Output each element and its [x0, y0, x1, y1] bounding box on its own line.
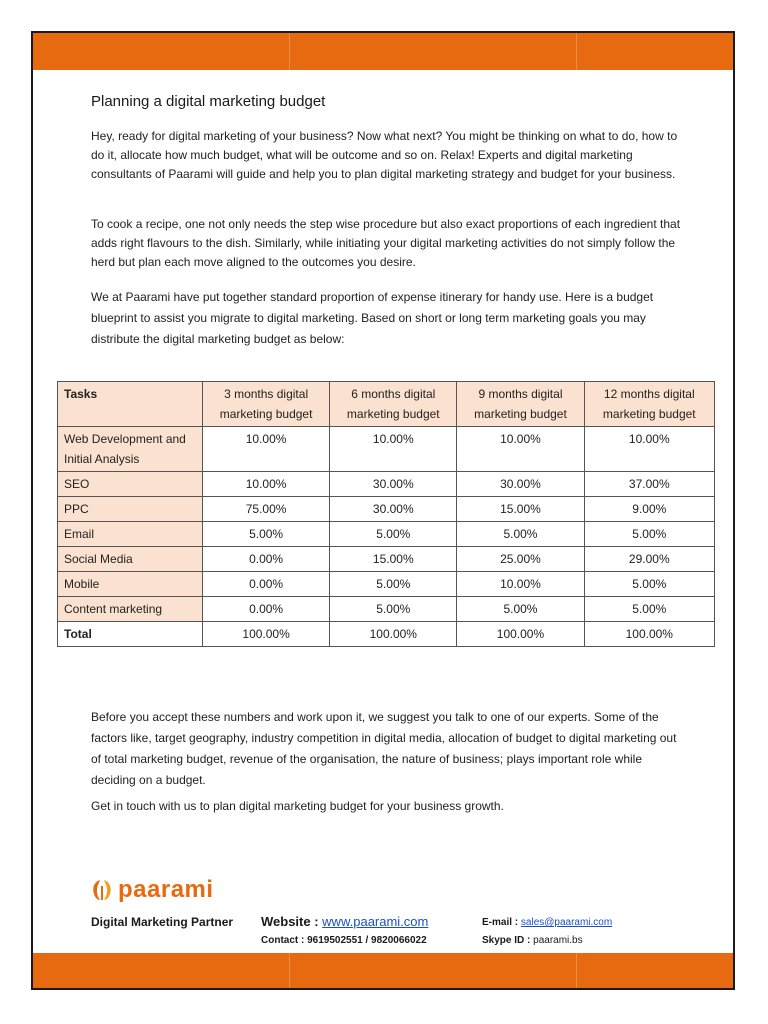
- table-row: [58, 547, 715, 572]
- budget-value-cell: 10.00%: [457, 572, 584, 597]
- document-page: [31, 31, 735, 990]
- email-link[interactable]: sales@paarami.com: [520, 917, 613, 928]
- footer-band: [33, 953, 733, 988]
- task-cell: SEO: [58, 472, 203, 497]
- budget-value-cell: 5.00%: [584, 572, 714, 597]
- skype-label: Skype ID :: [482, 935, 534, 946]
- task-cell: Social Media: [58, 547, 203, 572]
- budget-value-cell: 15.00%: [457, 497, 584, 522]
- website-link[interactable]: www.paarami.com: [322, 914, 429, 929]
- budget-value-cell: 5.00%: [330, 572, 457, 597]
- intro-paragraph: Hey, ready for digital marketing of your business? Now what next? You might be thinking on what to do, how to do it, allocate how much budget, what will be outcome and so on. Relax! Experts and digital marketing consultants of Paarami will guide and help you to plan digital marketing strategy and budget for your business.: [91, 129, 678, 181]
- page-title: Planning a digital marketing budget: [91, 93, 326, 110]
- website-line: [261, 914, 428, 929]
- budget-value-cell: 10.00%: [584, 427, 714, 472]
- budget-value-cell: 5.00%: [457, 522, 584, 547]
- budget-value-cell: 37.00%: [584, 472, 714, 497]
- contact-paragraph: Get in touch with us to plan digital marketing budget for your business growth.: [91, 799, 504, 813]
- skype-line: [482, 935, 583, 946]
- budget-value-cell: 30.00%: [330, 497, 457, 522]
- table-header-row: [58, 382, 715, 427]
- budget-value-cell: 100.00%: [457, 622, 584, 647]
- table-row: [58, 427, 715, 472]
- task-cell: Email: [58, 522, 203, 547]
- blueprint-paragraph: We at Paarami have put together standard proportion of expense itinerary for handy use. Here is a budget blueprint to assist you migrate to digital marketing. Based on short or long term marketing goals you may distribute the digital marketing budget as below:: [91, 290, 654, 346]
- budget-value-cell: 10.00%: [330, 427, 457, 472]
- budget-value-cell: 5.00%: [584, 522, 714, 547]
- header-tasks: Tasks: [58, 382, 203, 427]
- budget-value-cell: 5.00%: [330, 597, 457, 622]
- budget-table: [57, 381, 715, 647]
- budget-value-cell: 10.00%: [203, 427, 330, 472]
- header-3-months: 3 months digital marketing budget: [203, 382, 330, 427]
- table-row: [58, 572, 715, 597]
- budget-value-cell: 100.00%: [584, 622, 714, 647]
- table-row: [58, 472, 715, 497]
- advice-paragraph: Before you accept these numbers and work upon it, we suggest you talk to one of our experts. Some of the factors like, target geography, industry competition in digital media, allocation of budget to digital marketing out of total marketing budget, revenue of the organisation, the nature of business; plays important role while deciding on a budget.: [91, 710, 677, 787]
- budget-value-cell: 10.00%: [203, 472, 330, 497]
- paarami-logo: [91, 876, 214, 904]
- task-cell: Total: [58, 622, 203, 647]
- table-row: [58, 522, 715, 547]
- budget-value-cell: 0.00%: [203, 547, 330, 572]
- email-label: E-mail :: [482, 917, 521, 928]
- budget-value-cell: 100.00%: [203, 622, 330, 647]
- budget-value-cell: 15.00%: [330, 547, 457, 572]
- logo-text: paarami: [118, 876, 214, 903]
- budget-value-cell: 30.00%: [330, 472, 457, 497]
- email-line: [482, 917, 612, 928]
- header-12-months: 12 months digital marketing budget: [584, 382, 714, 427]
- header-6-months: 6 months digital marketing budget: [330, 382, 457, 427]
- budget-value-cell: 100.00%: [330, 622, 457, 647]
- task-cell: PPC: [58, 497, 203, 522]
- website-label: Website :: [261, 914, 323, 929]
- budget-value-cell: 9.00%: [584, 497, 714, 522]
- contact-phone: Contact : 9619502551 / 9820066022: [261, 935, 427, 946]
- header-9-months: 9 months digital marketing budget: [457, 382, 584, 427]
- budget-value-cell: 5.00%: [330, 522, 457, 547]
- budget-value-cell: 5.00%: [203, 522, 330, 547]
- skype-id: paarami.bs: [533, 935, 583, 946]
- task-cell: Mobile: [58, 572, 203, 597]
- table-row: [58, 597, 715, 622]
- budget-value-cell: 0.00%: [203, 572, 330, 597]
- task-cell: Web Development and Initial Analysis: [58, 427, 203, 472]
- paarami-logo-icon: [91, 878, 113, 902]
- recipe-paragraph: To cook a recipe, one not only needs the step wise procedure but also exact proportions of each ingredient that adds right flavours to the dish. Similarly, while initiating your digital marketing activities do not simply follow the herd but plan each move aligned to the outcomes you desire.: [91, 217, 681, 269]
- budget-value-cell: 0.00%: [203, 597, 330, 622]
- task-cell: Content marketing: [58, 597, 203, 622]
- budget-value-cell: 30.00%: [457, 472, 584, 497]
- budget-value-cell: 5.00%: [457, 597, 584, 622]
- budget-value-cell: 10.00%: [457, 427, 584, 472]
- tagline: Digital Marketing Partner: [91, 915, 234, 929]
- budget-value-cell: 5.00%: [584, 597, 714, 622]
- budget-value-cell: 29.00%: [584, 547, 714, 572]
- budget-value-cell: 75.00%: [203, 497, 330, 522]
- budget-value-cell: 25.00%: [457, 547, 584, 572]
- table-row: [58, 497, 715, 522]
- header-band: [33, 33, 733, 70]
- table-total-row: [58, 622, 715, 647]
